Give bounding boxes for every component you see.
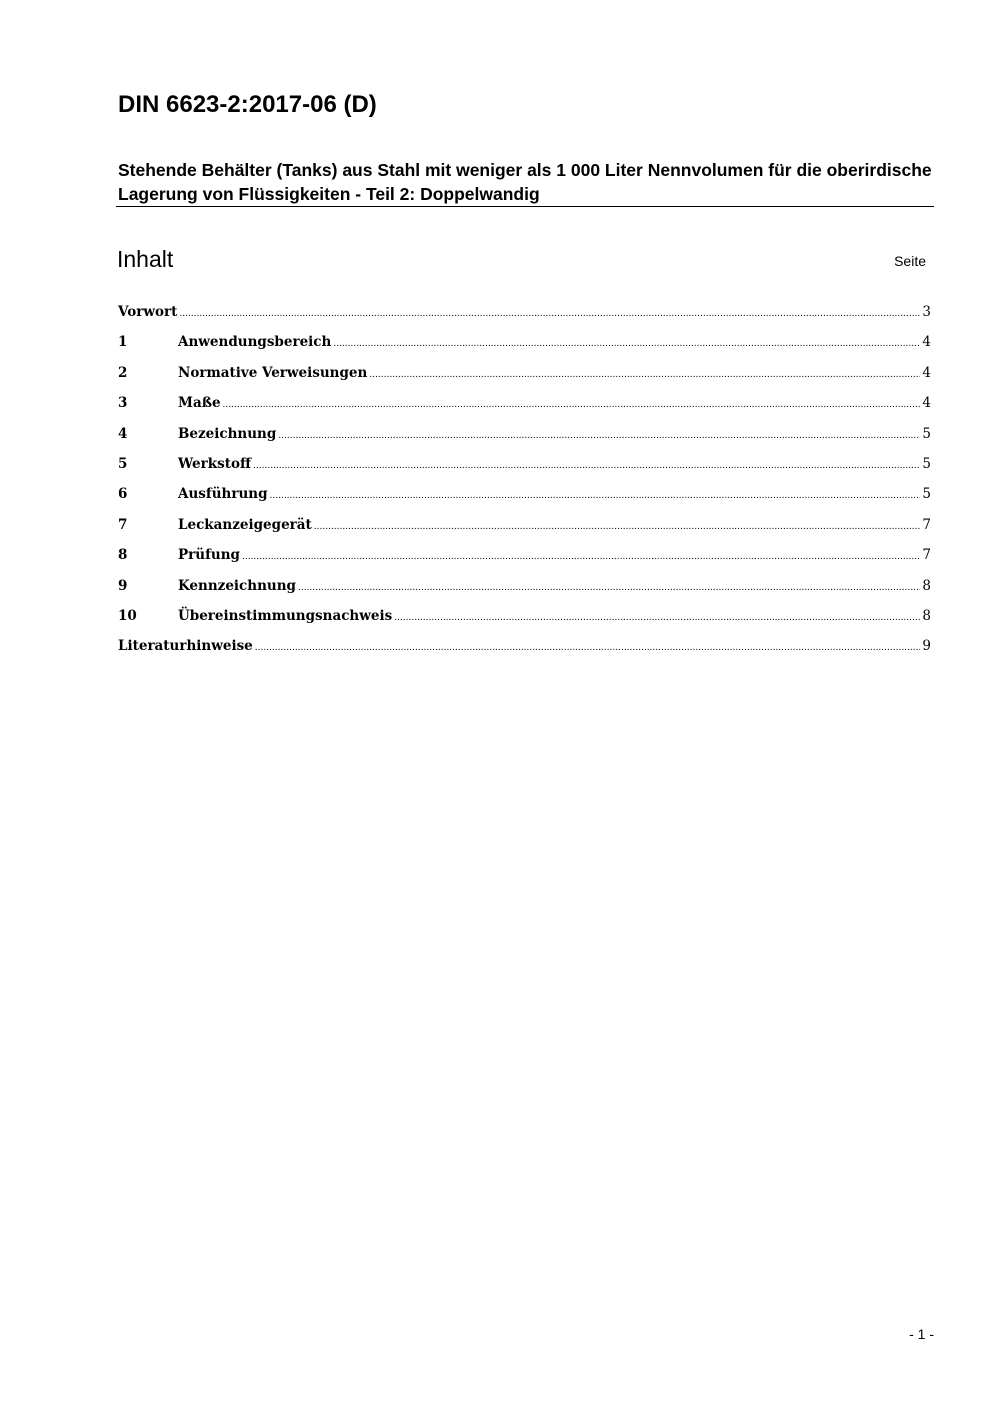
- toc-entry-page: 4: [922, 334, 931, 351]
- toc-entry-label: Anwendungsbereich: [178, 334, 332, 351]
- toc-dot-leader: [333, 332, 920, 356]
- toc-dot-leader: [255, 636, 921, 660]
- toc-dot-leader: [179, 302, 920, 326]
- toc-entry-label: Vorwort: [118, 304, 178, 320]
- toc-entry-literaturhinweise[interactable]: [118, 634, 931, 664]
- toc-entry-label: Übereinstimmungsnachweis: [178, 607, 393, 624]
- toc-entry-label: Bezeichnung: [178, 425, 277, 442]
- toc-dot-leader: [314, 515, 921, 539]
- toc-dot-leader: [369, 363, 920, 387]
- toc-dot-leader: [242, 545, 920, 569]
- document-title: Stehende Behälter (Tanks) aus Stahl mit weniger als 1 000 Liter Nennvolumen für die oberirdische Lagerung von Flüssigkeiten - Teil 2: Doppelwandig: [118, 160, 932, 204]
- page-number-footer: - 1 -: [909, 1326, 934, 1342]
- toc-entry-page: 4: [922, 364, 931, 381]
- toc-entry-ausfuehrung[interactable]: [118, 482, 931, 512]
- toc-entry-page: 7: [922, 516, 931, 533]
- toc-entry-uebereinstimmungsnachweis[interactable]: [118, 604, 931, 634]
- toc-entry-label: Ausführung: [178, 486, 268, 503]
- toc-entry-page: 8: [922, 607, 931, 624]
- toc-entry-number: 8: [118, 547, 128, 564]
- toc-entry-kennzeichnung[interactable]: [118, 574, 931, 604]
- toc-dot-leader: [270, 484, 921, 508]
- toc-entry-page: 9: [922, 638, 931, 655]
- toc-entry-leckanzeigegeraet[interactable]: [118, 513, 931, 543]
- toc-entry-label: Prüfung: [178, 547, 240, 564]
- toc-entry-number: 7: [118, 516, 128, 533]
- toc-entry-page: 4: [922, 395, 931, 412]
- document-number: DIN 6623-2:2017-06 (D): [118, 91, 377, 118]
- toc-entry-label: Kennzeichnung: [178, 577, 296, 594]
- toc-entry-number: 3: [118, 395, 128, 412]
- toc-entry-label: Werkstoff: [178, 455, 252, 472]
- toc-entry-bezeichnung[interactable]: [118, 422, 931, 452]
- toc-entry-label: Leckanzeigegerät: [178, 516, 312, 533]
- toc-entry-number: 4: [118, 425, 128, 442]
- toc-dot-leader: [278, 424, 920, 448]
- toc-entry-number: 10: [118, 607, 137, 624]
- toc-entry-page: 3: [922, 304, 931, 320]
- toc-entry-number: 2: [118, 364, 128, 381]
- toc-entry-page: 7: [922, 547, 931, 564]
- title-divider: [116, 206, 934, 207]
- toc-dot-leader: [253, 454, 920, 478]
- toc-entry-label: Literaturhinweise: [118, 638, 253, 655]
- toc-entry-label: Maße: [178, 395, 221, 412]
- toc-entry-label: Normative Verweisungen: [178, 364, 368, 381]
- toc-entry-page: 8: [922, 577, 931, 594]
- toc-entry-page: 5: [922, 486, 931, 503]
- toc-entry-number: 9: [118, 577, 128, 594]
- toc-entry-page: 5: [922, 455, 931, 472]
- toc-entry-vorwort[interactable]: [118, 300, 931, 330]
- toc-page-column-label: Seite: [894, 253, 926, 269]
- table-of-contents: [118, 300, 931, 665]
- toc-dot-leader: [394, 606, 920, 630]
- toc-dot-leader: [223, 393, 921, 417]
- toc-entry-anwendungsbereich[interactable]: [118, 330, 931, 360]
- toc-entry-normative-verweisungen[interactable]: [118, 361, 931, 391]
- toc-dot-leader: [298, 576, 920, 600]
- toc-heading: Inhalt: [117, 246, 174, 272]
- toc-entry-werkstoff[interactable]: [118, 452, 931, 482]
- toc-entry-number: 6: [118, 486, 128, 503]
- toc-entry-masse[interactable]: [118, 391, 931, 421]
- toc-entry-pruefung[interactable]: [118, 543, 931, 573]
- toc-entry-number: 1: [118, 334, 128, 351]
- toc-entry-number: 5: [118, 455, 128, 472]
- toc-entry-page: 5: [922, 425, 931, 442]
